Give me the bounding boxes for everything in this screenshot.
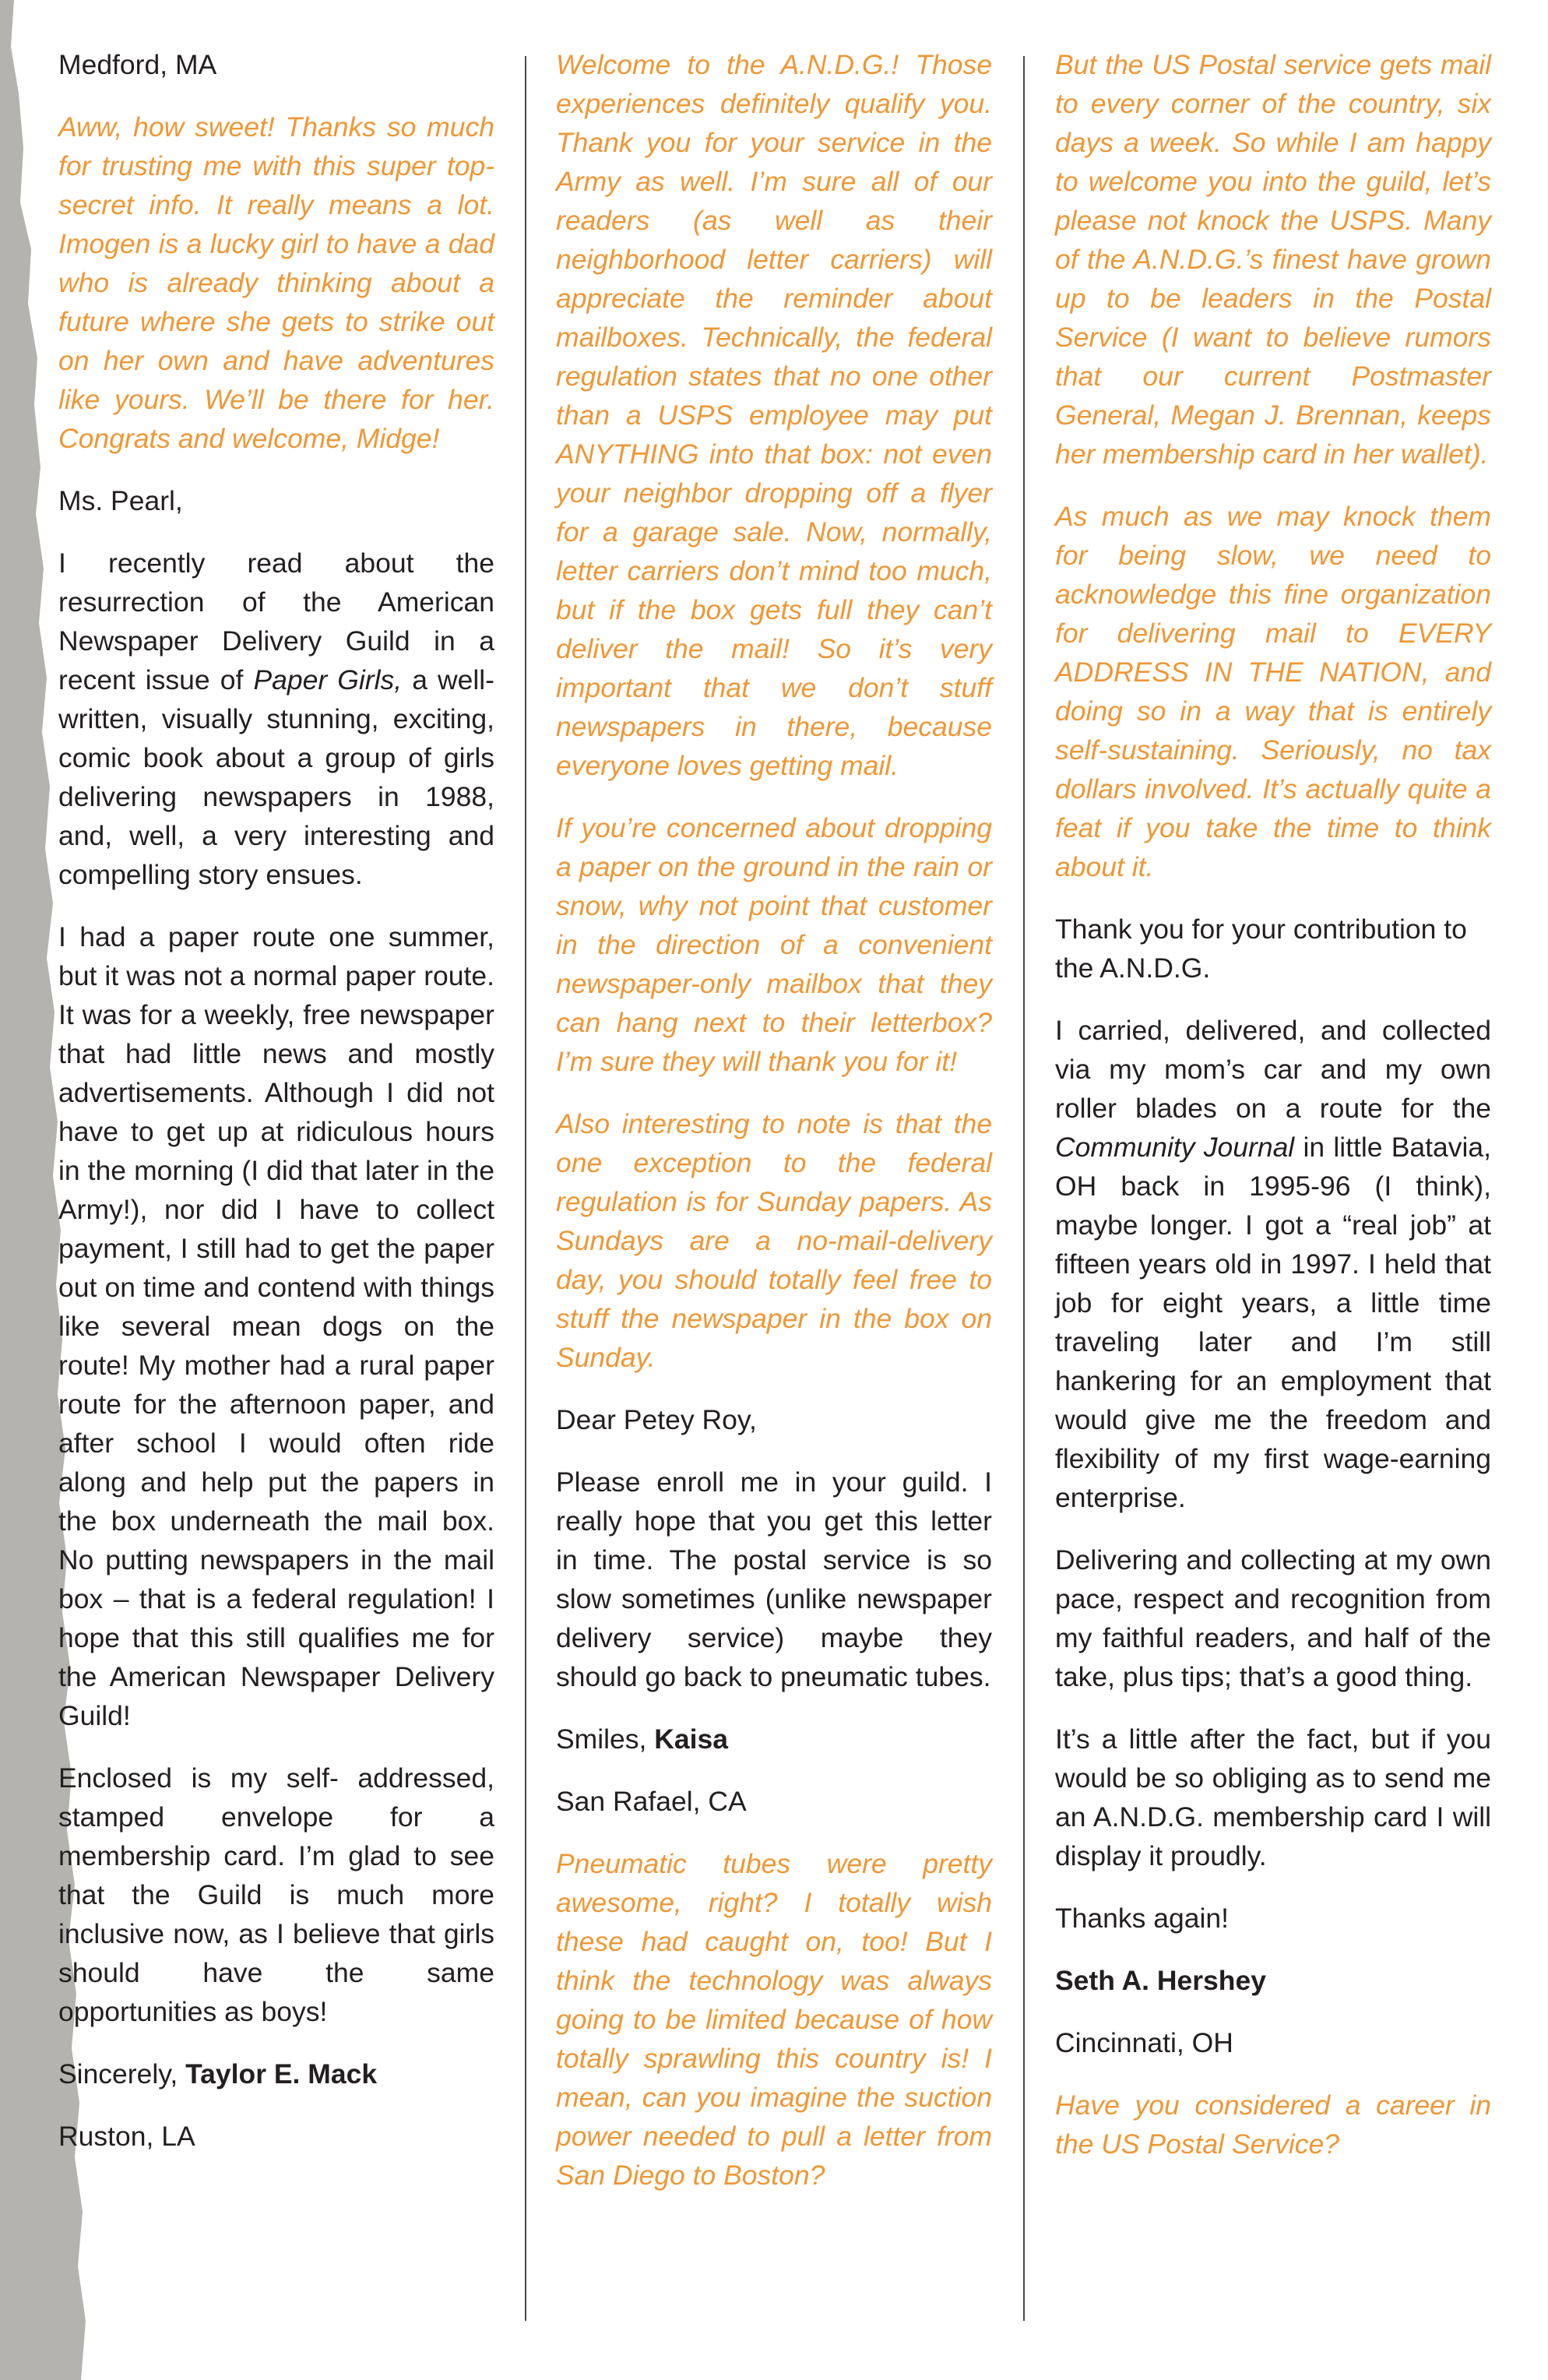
text-run: Welcome to the A.N.D.G.! Those experiences definitely qualify you. Thank you for your service in the Army as well. I’m sure all of our readers (as well as their neighborhood letter carriers) will appreciate the reminder about mailboxes. Technically, the federal regulation states that no one other than a USPS employee may put ANYTHING into that box: not even your neighbor dropping off a flyer for a garage sale. Now, normally, letter carriers don’t mind too much, but if the box gets full they can’t deliver the mail! So it’s very important that we don’t stuff newspapers in there, because everyone loves getting mail. (556, 49, 992, 781)
editor-reply (556, 45, 992, 785)
salutation (58, 481, 494, 520)
text-run: Dear Petey Roy, (556, 1404, 757, 1435)
location (1055, 2023, 1491, 2062)
text-run: Enclosed is my self- addressed, stamped envelope for a membership card. I’m glad to see that the Guild is much more inclusive now, as I believe that girls should have the same opportunities as boys! (58, 1762, 494, 2027)
text-run: I carried, delivered, and collected via my mom’s car and my own roller blades on a route for the (1055, 1015, 1491, 1124)
letter-paragraph (556, 1463, 992, 1696)
editor-reply (58, 107, 494, 458)
column-1 (58, 45, 494, 2179)
letter-paragraph (58, 917, 494, 1735)
letter-paragraph (58, 544, 494, 894)
salutation (556, 1400, 992, 1439)
publication-title: Paper Girls, (253, 664, 403, 695)
text-run: San Rafael, CA (556, 1786, 747, 1817)
sign-off (556, 1720, 992, 1759)
text-run: in little Batavia, OH back in 1995-96 (I think), maybe longer. I got a “real job” at fifteen years old in 1997. I held that job for eight years, a little time traveling later and I’m still hankering for an employment that would give me the freedom and flexibility of my first wage-earning enterprise. (1055, 1132, 1491, 1513)
sign-off (58, 2054, 494, 2093)
text-run: Smiles, (556, 1723, 655, 1755)
editor-reply (556, 1104, 992, 1377)
text-run: I had a paper route one summer, but it was not a normal paper route. It was for a weekly, free newspaper that had little news and mostly advertisements. Although I did not have to get up at ridiculous hours in the morning (I did that later in the Army!), nor did I have to collect payment, I still had to get the paper out on time and contend with things like several mean dogs on the route! My mother had a rural paper route for the afternoon paper, and after school I would often ride along and help put the papers in the box underneath the mail box. No putting newspapers in the mail box – that is a federal regulation! I hope that this still qualifies me for the American Newspaper Delivery Guild! (58, 921, 494, 1731)
letter-paragraph (1055, 1720, 1491, 1875)
column-divider (525, 56, 526, 2321)
text-run: It’s a little after the fact, but if you would be so obliging as to send me an A.N.D.G. membership card I will display it proudly. (1055, 1723, 1491, 1871)
sign-off (1055, 1899, 1491, 1938)
text-run: Also interesting to note is that the one exception to the federal regulation is for Sunday papers. As Sundays are a no-mail-delivery day, you should totally feel free to stuff the newspaper in the box on Sunday. (556, 1108, 992, 1373)
text-run: Ruston, LA (58, 2121, 195, 2152)
letter-paragraph (58, 1759, 494, 2031)
text-run: Pneumatic tubes were pretty awesome, right? I totally wish these had caught on, too! But I think the technology was always going to be limited because of how totally sprawling this country is! I mean, can you imagine the suction power needed to pull a letter from San Diego to Boston? (556, 1848, 992, 2191)
letter-paragraph (1055, 1011, 1491, 1517)
column-2 (556, 45, 992, 2218)
text-run: Please enroll me in your guild. I really hope that you get this letter in time. The postal service is so slow sometimes (unlike newspaper delivery service) maybe they should go back to pneumatic tubes. (556, 1466, 992, 1692)
editor-reply (556, 1844, 992, 2195)
text-run: I recently read about the resurrection of the American Newspaper Delivery Guild in a recent issue of (58, 547, 494, 695)
author-name: Kaisa (654, 1723, 728, 1755)
editor-reply (1055, 497, 1491, 886)
text-run: Delivering and collecting at my own pace, respect and recognition from my faithful readers, and half of the take, plus tips; that’s a good thing. (1055, 1544, 1491, 1692)
text-run: As much as we may knock them for being slow, we need to acknowledge this fine organization for delivering mail to EVERY ADDRESS IN THE NATION, and doing so in a way that is entirely self-sustaining. Seriously, no tax dollars involved. It’s actually quite a feat if you take the time to think about it. (1055, 501, 1491, 882)
text-run: Thank you for your contribution to the A.N.D.G. (1055, 914, 1467, 984)
text-run: Sincerely, (58, 2058, 186, 2090)
letter-paragraph (1055, 1540, 1491, 1696)
text-run: But the US Postal service gets mail to every corner of the country, six days a week. So while I am happy to welcome you into the guild, let’s please not knock the USPS. Many of the A.N.D.G.’s finest have grown up to be leaders in the Postal Service (I want to believe rumors that our current Postmaster General, Megan J. Brennan, keeps her membership card in her wallet). (1055, 49, 1491, 470)
text-run: If you’re concerned about dropping a paper on the ground in the rain or snow, why not point that customer in the direction of a convenient newspaper-only mailbox that they can hang next to their letterbox? I’m sure they will thank you for it! (556, 812, 992, 1077)
publication-title: Community Journal (1055, 1132, 1295, 1163)
author-name: Taylor E. Mack (185, 2058, 378, 2090)
text-run: Have you considered a career in the US Postal Service? (1055, 2090, 1491, 2160)
editor-reply (556, 808, 992, 1081)
text-run: Cincinnati, OH (1055, 2027, 1233, 2058)
editor-reply (1055, 45, 1491, 474)
salutation (1055, 910, 1491, 988)
text-run: Thanks again! (1055, 1903, 1230, 1934)
column-divider (1023, 56, 1025, 2321)
text-run: Medford, MA (58, 49, 217, 80)
signature (1055, 1961, 1491, 2000)
text-run: a well-written, visually stunning, exciting, comic book about a group of girls delivering newspapers in 1988, and, well, a very interesting and compelling story ensues. (58, 664, 495, 890)
editor-reply (1055, 2086, 1491, 2163)
location (556, 1782, 992, 1821)
text-run: Ms. Pearl, (58, 485, 183, 516)
location (58, 45, 494, 84)
author-name: Seth A. Hershey (1055, 1965, 1266, 1996)
location (58, 2117, 494, 2156)
column-3 (1055, 45, 1491, 2187)
text-run: Aww, how sweet! Thanks so much for trusting me with this super top-secret info. It really means a lot. Imogen is a lucky girl to have a dad who is already thinking about a future where she gets to strike out on her own and have adventures like yours. We’ll be there for her. Congrats and welcome, Midge! (58, 111, 494, 454)
